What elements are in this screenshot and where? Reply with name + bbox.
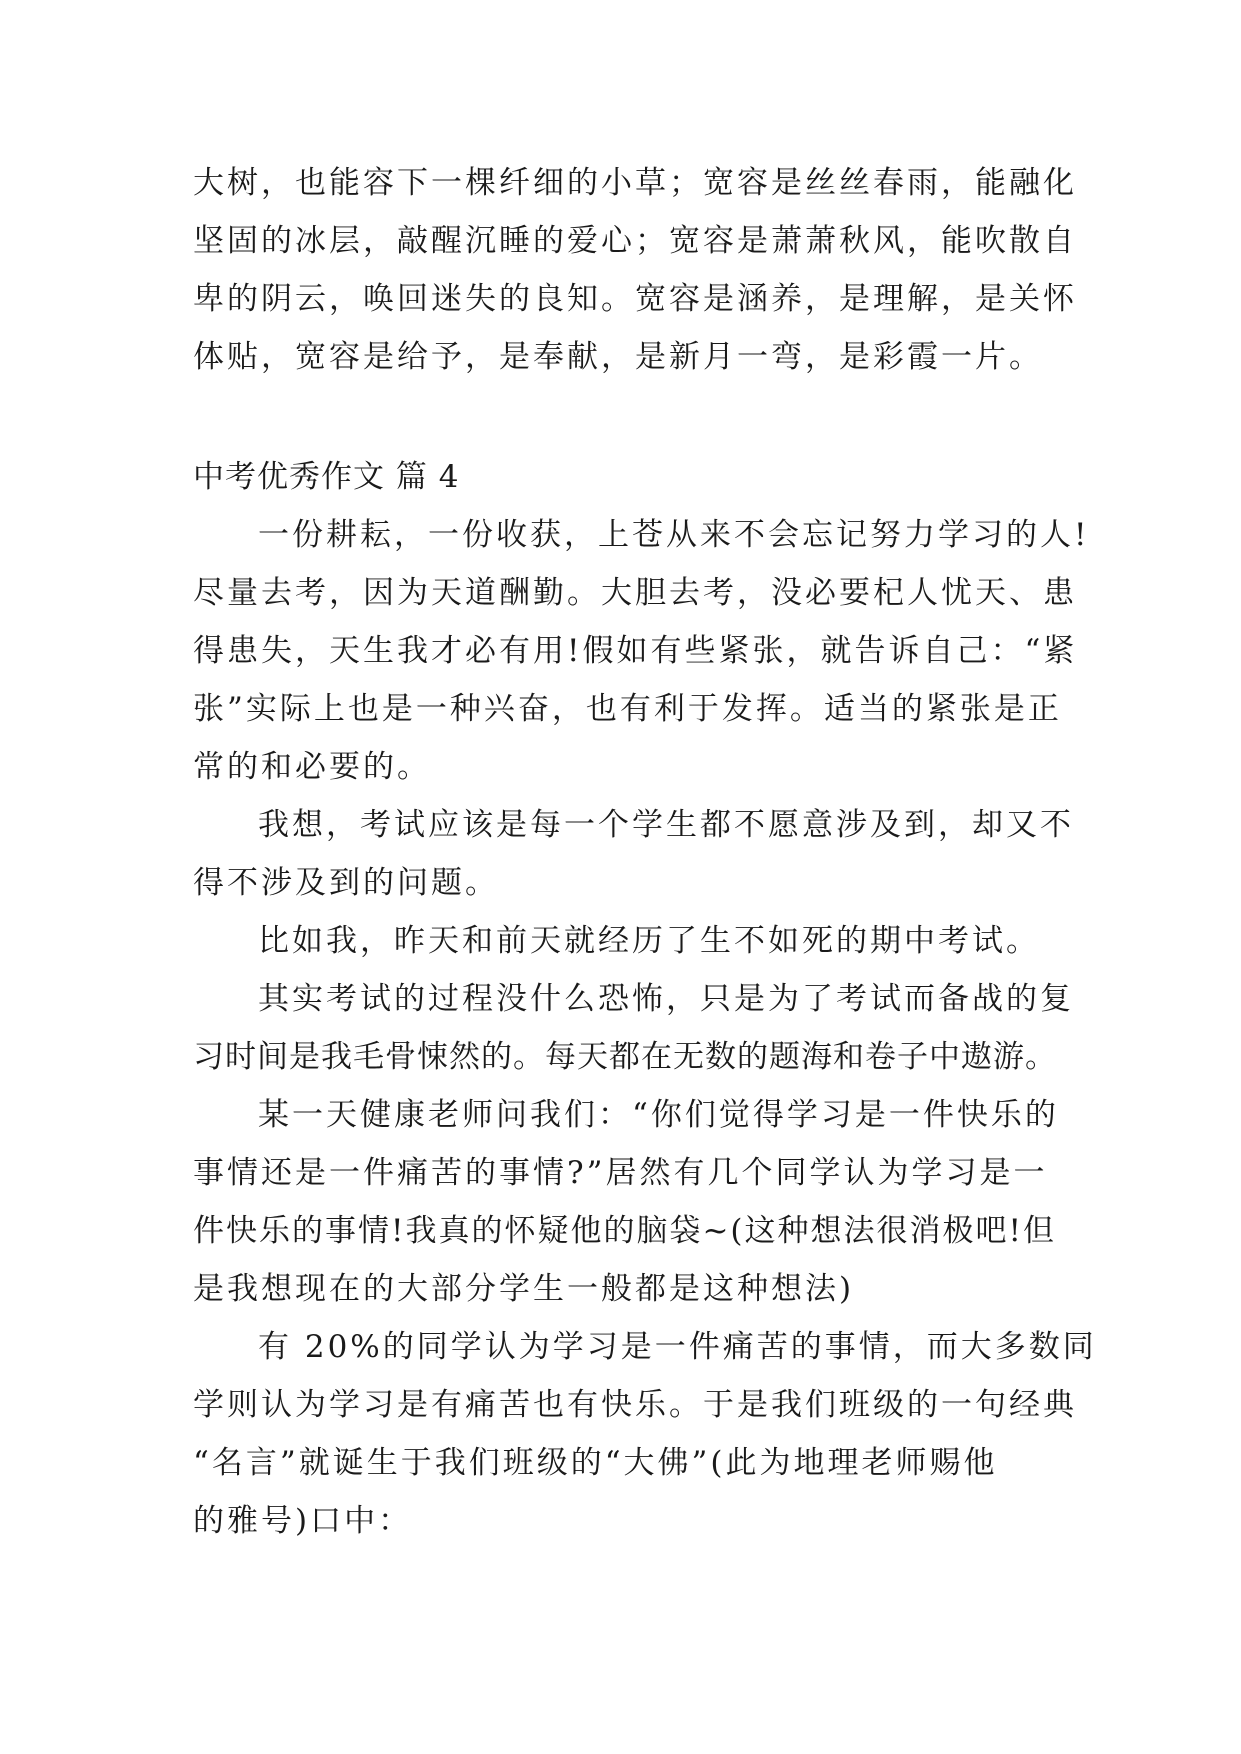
text-line: 有 20%的同学认为学习是一件痛苦的事情，而大多数同 [258, 1329, 1097, 1365]
section-heading: 中考优秀作文 篇 4 [193, 459, 460, 495]
text-line: 尽量去考，因为天道酬勤。大胆去考，没必要杞人忧天、患 [193, 575, 1077, 611]
text-line: 得不涉及到的问题。 [193, 865, 499, 901]
text-line: 大树，也能容下一棵纤细的小草；宽容是丝丝春雨，能融化 [193, 165, 1077, 201]
text-line: 常的和必要的。 [193, 749, 431, 785]
text-line: 某一天健康老师问我们：“你们觉得学习是一件快乐的 [258, 1097, 1059, 1133]
text-line: 张”实际上也是一种兴奋，也有利于发挥。适当的紧张是正 [193, 691, 1062, 727]
text-line: 学则认为学习是有痛苦也有快乐。于是我们班级的一句经典 [193, 1387, 1077, 1423]
text-line: 卑的阴云，唤回迷失的良知。宽容是涵养，是理解，是关怀 [193, 281, 1077, 317]
text-line: 件快乐的事情!我真的怀疑他的脑袋~(这种想法很消极吧!但 [193, 1213, 1056, 1249]
text-line: 坚固的冰层，敲醒沉睡的爱心；宽容是萧萧秋风，能吹散自 [193, 223, 1077, 259]
text-line: 体贴，宽容是给予，是奉献，是新月一弯，是彩霞一片。 [193, 339, 1043, 375]
text-line: 习时间是我毛骨悚然的。每天都在无数的题海和卷子中遨游。 [193, 1039, 1057, 1075]
text-line: 的雅号)口中： [193, 1503, 413, 1539]
text-line: 我想，考试应该是每一个学生都不愿意涉及到，却又不 [258, 807, 1074, 843]
text-line: 事情还是一件痛苦的事情?”居然有几个同学认为学习是一 [193, 1155, 1048, 1191]
text-line: 其实考试的过程没什么恐怖，只是为了考试而备战的复 [258, 981, 1074, 1017]
text-line: “名言”就诞生于我们班级的“大佛”(此为地理老师赐他 [193, 1445, 998, 1481]
text-line: 一份耕耘，一份收获，上苍从来不会忘记努力学习的人! [258, 517, 1090, 553]
text-line: 得患失，天生我才必有用!假如有些紧张，就告诉自己：“紧 [193, 633, 1078, 669]
text-line: 比如我，昨天和前天就经历了生不如死的期中考试。 [258, 923, 1040, 959]
text-line: 是我想现在的大部分学生一般都是这种想法) [193, 1271, 855, 1307]
